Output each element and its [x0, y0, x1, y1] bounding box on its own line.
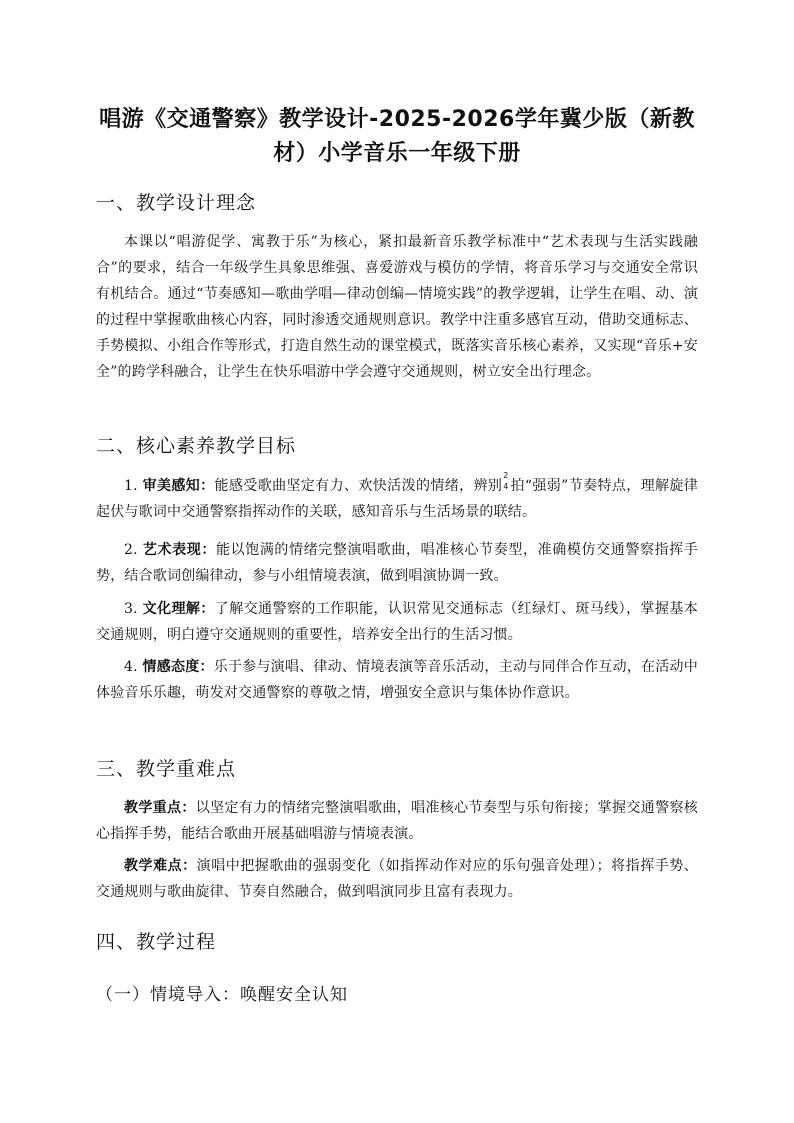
teaching-difficult-point — [96, 853, 698, 905]
objective-number: 4. — [124, 659, 138, 675]
objective-label: 审美感知： — [142, 478, 215, 494]
objective-item-culture — [96, 596, 698, 648]
objective-number: 1. — [124, 478, 138, 494]
objective-item-attitude — [96, 654, 698, 706]
objective-item-expression — [96, 537, 698, 589]
section-heading-process: 四、教学过程 — [96, 931, 217, 953]
objective-text: 乐于参与演唱、律动、情境表演等音乐活动，主动与同伴合作互动，在活动中体验音乐乐趣，萌发对交通警察的尊敬之情，增强安全意识与集体协作意识。 — [96, 659, 698, 701]
key-point-text: 以坚定有力的情绪完整演唱歌曲，唱准核心节奏型与乐句衔接；掌握交通警察核心指挥手势，能结合歌曲开展基础唱游与情境表演。 — [96, 800, 699, 842]
objective-item-aesthetic — [96, 473, 698, 525]
objective-text: 了解交通警察的工作职能，认识常见交通标志（红绿灯、斑马线），掌握基本交通规则，明白遵守交通规则的重要性，培养安全出行的生活习惯。 — [96, 601, 698, 643]
objective-text: 能感受歌曲坚定有力、欢快活泼的情绪，辨别 — [214, 478, 503, 494]
key-point-label: 教学重点： — [124, 800, 196, 816]
objective-label: 艺术表现： — [142, 542, 216, 558]
subsection-heading-situation-intro: （一）情境导入：唤醒安全认知 — [96, 985, 348, 1005]
section-heading-objectives: 二、核心素养教学目标 — [96, 435, 297, 457]
difficult-point-text: 演唱中把握歌曲的强弱变化（如指挥动作对应的乐句强音处理）；将指挥手势、交通规则与歌曲旋律、节奏自然融合，做到唱演同步且富有表现力。 — [96, 858, 699, 900]
teaching-key-point — [96, 795, 698, 847]
objective-label: 文化理解： — [142, 601, 215, 617]
section-heading-design-concept: 一、教学设计理念 — [96, 192, 257, 214]
objective-number: 2. — [124, 542, 138, 558]
time-signature-fraction — [502, 471, 510, 492]
document-title: 唱游《交通警察》教学设计-2025-2026学年冀少版（新教材）小学音乐一年级下册 — [99, 107, 695, 166]
objective-text: 能以饱满的情绪完整演唱歌曲，唱准核心节奏型，准确模仿交通警察指挥手势，结合歌词创编律动，参与小组情境表演，做到唱演协调一致。 — [96, 542, 698, 584]
objective-label: 情感态度： — [142, 659, 214, 675]
fraction-denominator: 4 — [503, 482, 509, 491]
design-concept-paragraph: 本课以“唱游促学、寓教于乐”为核心，紧扣最新音乐教学标准中“艺术表现与生活实践融合”的要求，结合一年级学生具象思维强、喜爱游戏与模仿的学情，将音乐学习与交通安全常识有机结合。通过“节奏感知—歌曲学唱—律动创编—情境实践”的教学逻辑，让学生在唱、动、演的过程中掌握歌曲核心内容，同时渗透交通规则意识。教学中注重多感官互动，借助交通标志、手势模拟、小组合作等形式，打造自然生动的课堂模式，既落实音乐核心素养，又实现“音乐+安全”的跨学科融合，让学生在快乐唱游中学会遵守交通规则，树立安全出行理念。 — [96, 234, 698, 380]
section-heading-key-difficult: 三、教学重难点 — [96, 758, 237, 780]
difficult-point-label: 教学难点： — [124, 858, 197, 874]
fraction-numerator: 2 — [503, 471, 509, 480]
objective-text: 拍“强弱”节奏特点，理解旋律起伏与歌词中交通警察指挥动作的关联，感知音乐与生活场景的联结。 — [96, 478, 699, 520]
objective-number: 3. — [124, 601, 138, 617]
